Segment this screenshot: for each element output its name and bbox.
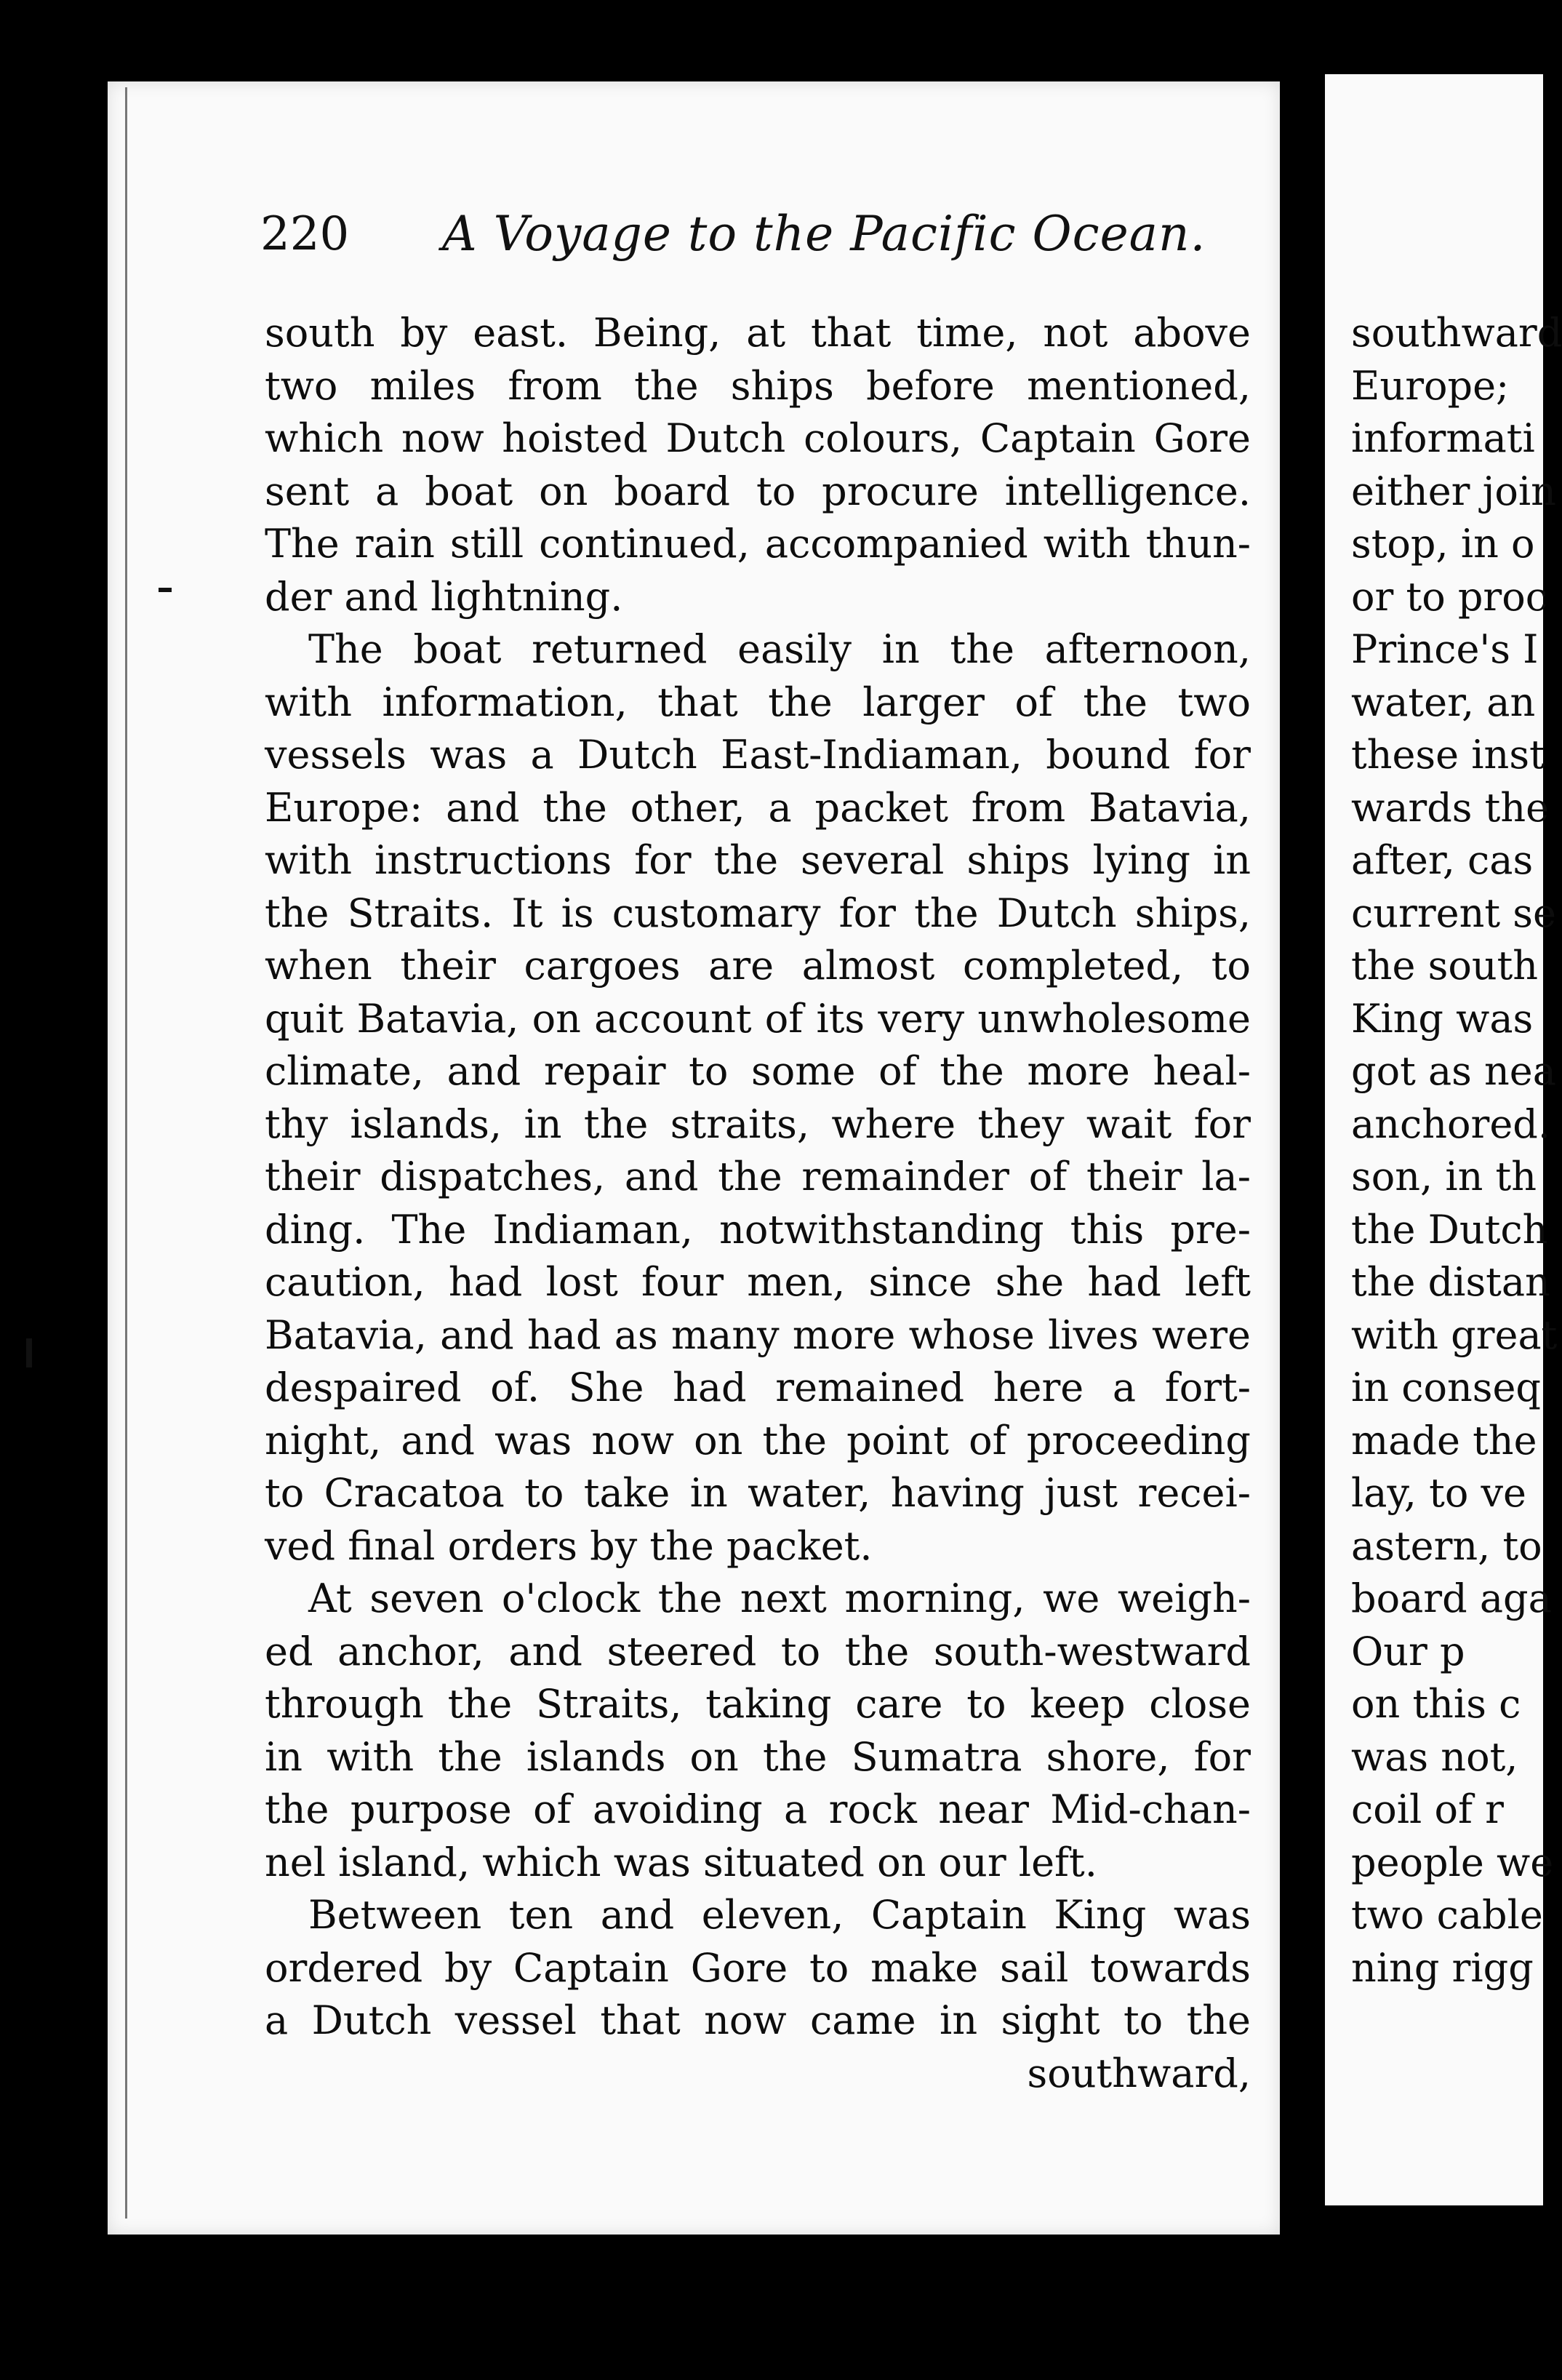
- text-line: climate, and repair to some of the more heal-: [265, 1048, 1251, 1094]
- text-line: caution, had lost four men, since she had left: [265, 1259, 1251, 1305]
- text-line: The rain still continued, accompanied with thun-: [265, 521, 1251, 567]
- facing-text-line: stop, in o: [1351, 521, 1535, 567]
- text-line: with information, that the larger of the two: [265, 679, 1251, 725]
- facing-text-line: after, cas: [1351, 837, 1534, 883]
- text-line: south by east. Being, at that time, not above: [265, 310, 1251, 356]
- page-number: 220: [260, 207, 350, 261]
- text-line: sent a boat on board to procure intelligence.: [265, 468, 1251, 514]
- facing-text-line: astern, to: [1351, 1522, 1542, 1569]
- text-line: a Dutch vessel that now came in sight to the: [265, 1997, 1251, 2043]
- margin-mark: [26, 1338, 32, 1367]
- text-line: vessels was a Dutch East-Indiaman, bound for: [265, 732, 1251, 778]
- facing-text-line: current se: [1351, 890, 1556, 936]
- text-line: ding. The Indiaman, notwithstanding this pre-: [265, 1206, 1251, 1253]
- text-line: ordered by Captain Gore to make sail towards: [265, 1944, 1251, 1991]
- text-line: when their cargoes are almost completed, to: [265, 943, 1251, 989]
- facing-text-line: lay, to ve: [1351, 1470, 1526, 1516]
- facing-text-line: on this c: [1351, 1681, 1521, 1727]
- facing-text-line: in conseq: [1351, 1365, 1541, 1410]
- text-line: in with the islands on the Sumatra shore, for: [265, 1733, 1251, 1780]
- text-line: thy islands, in the straits, where they wait for: [265, 1101, 1251, 1147]
- facing-text-line: people we: [1351, 1839, 1554, 1885]
- body-text: [265, 307, 1251, 2100]
- facing-text-line: got as nea: [1351, 1048, 1556, 1094]
- facing-text-line: informati: [1351, 415, 1535, 461]
- facing-text-line: wards the: [1351, 784, 1550, 831]
- text-line: which now hoisted Dutch colours, Captain Gore: [265, 415, 1251, 461]
- facing-text-line: the south: [1351, 943, 1539, 989]
- text-line: The boat returned easily in the afternoon,: [308, 626, 1251, 672]
- facing-text-line: board aga: [1351, 1576, 1552, 1621]
- facing-text-line: King was: [1351, 995, 1534, 1042]
- facing-text-line: Prince's I: [1351, 626, 1539, 672]
- text-line: quit Batavia, on account of its very unwholesome: [265, 995, 1251, 1042]
- text-line: nel island, which was situated on our left.: [265, 1839, 1097, 1885]
- facing-text-line: either join: [1351, 468, 1556, 514]
- facing-text-line: water, an: [1351, 679, 1536, 725]
- text-line: At seven o'clock the next morning, we weigh-: [308, 1576, 1251, 1621]
- page-edge-shadow: [125, 87, 127, 2219]
- text-line: the Straits. It is customary for the Dutch ships,: [265, 890, 1251, 936]
- text-line: two miles from the ships before mentioned,: [265, 362, 1251, 409]
- facing-text-line: the Dutch: [1351, 1206, 1548, 1253]
- text-line: to Cracatoa to take in water, having just recei-: [265, 1470, 1251, 1516]
- facing-text-line: Our p: [1351, 1628, 1465, 1674]
- text-line: Europe: and the other, a packet from Batavia,: [265, 784, 1251, 831]
- facing-page-text: [1351, 307, 1562, 1994]
- page-title: A Voyage to the Pacific Ocean.: [442, 206, 1206, 262]
- facing-text-line: was not,: [1351, 1733, 1518, 1780]
- text-line: night, and was now on the point of proceeding: [265, 1417, 1251, 1463]
- running-head: [260, 205, 1264, 278]
- text-line: der and lightning.: [265, 573, 623, 620]
- facing-text-line: the distan: [1351, 1259, 1550, 1305]
- text-line: the purpose of avoiding a rock near Mid-chan-: [265, 1786, 1251, 1832]
- text-line: Batavia, and had as many more whose lives were: [265, 1311, 1251, 1358]
- text-line: ved final orders by the packet.: [265, 1522, 873, 1569]
- facing-text-line: son, in th: [1351, 1154, 1537, 1199]
- margin-mark: [159, 588, 172, 592]
- facing-text-line: southward: [1351, 310, 1562, 356]
- facing-text-line: with great: [1351, 1311, 1558, 1358]
- facing-text-line: ning rigg: [1351, 1944, 1534, 1991]
- text-line: despaired of. She had remained here a fort-: [265, 1365, 1251, 1410]
- text-line: through the Straits, taking care to keep close: [265, 1681, 1251, 1727]
- text-line: ed anchor, and steered to the south-westward: [265, 1628, 1251, 1674]
- facing-text-line: or to proc: [1351, 573, 1547, 620]
- facing-text-line: Europe;: [1351, 362, 1510, 409]
- text-line: with instructions for the several ships lying in: [265, 837, 1251, 883]
- text-line: southward,: [1027, 2050, 1251, 2096]
- text-line: Between ten and eleven, Captain King was: [308, 1892, 1251, 1938]
- facing-text-line: made the: [1351, 1417, 1537, 1463]
- facing-text-line: coil of r: [1351, 1786, 1504, 1832]
- facing-text-line: anchored.: [1351, 1101, 1551, 1147]
- facing-text-line: two cable: [1351, 1892, 1543, 1938]
- facing-text-line: these inst: [1351, 732, 1545, 778]
- text-line: their dispatches, and the remainder of their la-: [265, 1154, 1251, 1199]
